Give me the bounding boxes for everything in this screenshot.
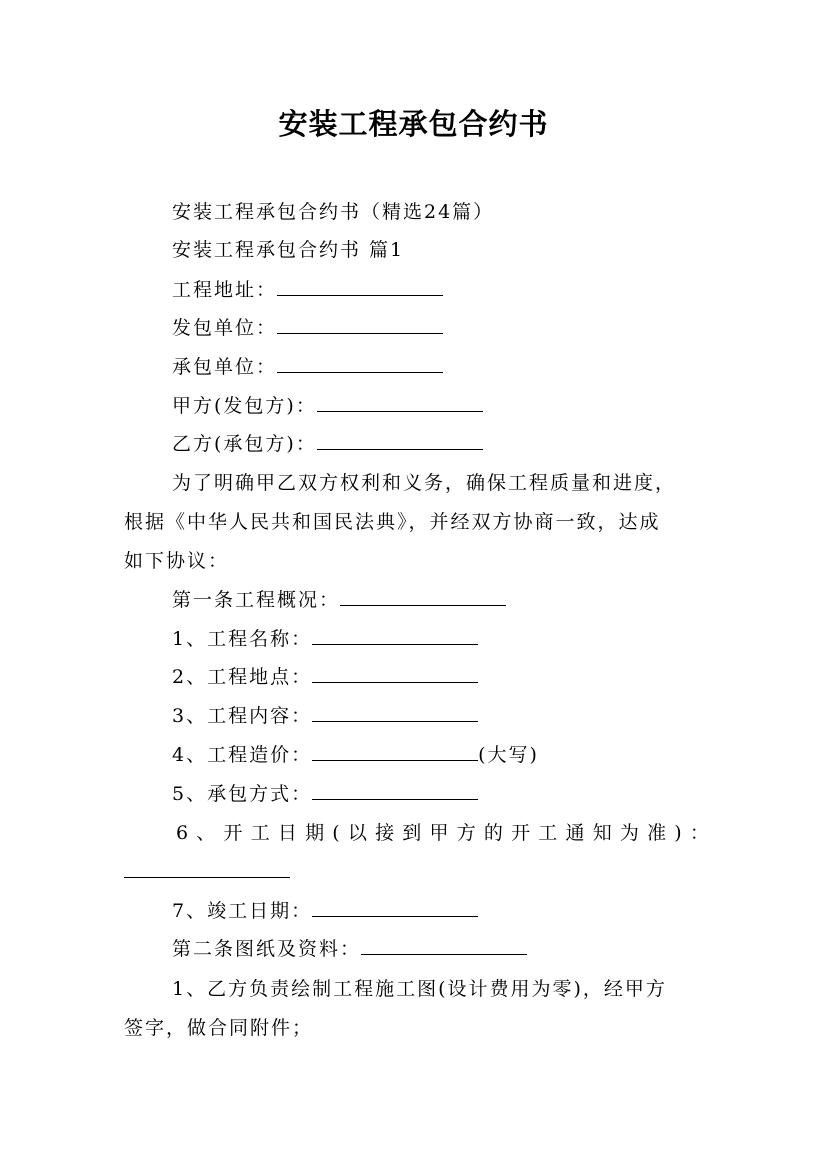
project-price-field (172, 743, 539, 767)
article1-heading: 第一条工程概况： (172, 589, 341, 611)
preamble-line-2: 根据《中华人民共和国民法典》，并经双方协商一致，达成 (124, 511, 661, 533)
start-date-field (124, 860, 290, 884)
party-a-label: 甲方(发包方)： (172, 395, 317, 417)
project-name-label: 1、工程名称： (172, 628, 313, 650)
article1-heading-field (172, 588, 506, 612)
article2-item1-line2: 签字，做合同附件； (124, 1017, 314, 1039)
section-heading: 安装工程承包合约书 篇1 (172, 239, 405, 261)
document-title: 安装工程承包合约书 (278, 107, 549, 141)
article2-blank (361, 938, 527, 955)
party-b-label: 乙方(承包方)： (172, 433, 317, 455)
project-name-field (172, 627, 478, 651)
party-a-blank (317, 395, 483, 412)
contracting-unit-blank (277, 356, 443, 373)
project-address-blank (277, 279, 443, 296)
contracting-unit-field (172, 355, 443, 379)
issuing-unit-label: 发包单位： (172, 317, 278, 339)
project-content-field (172, 704, 478, 728)
completion-date-field (172, 899, 478, 923)
project-price-blank (312, 744, 478, 761)
preamble-line-3: 如下协议： (124, 550, 230, 572)
contract-method-field (172, 782, 478, 806)
party-b-blank (317, 433, 483, 450)
project-price-suffix: (大写) (478, 744, 539, 766)
project-address-label: 工程地址： (172, 279, 278, 301)
article1-blank (340, 589, 506, 606)
issuing-unit-blank (277, 317, 443, 334)
project-location-label: 2、工程地点： (172, 666, 313, 688)
project-location-blank (312, 666, 478, 683)
project-content-blank (312, 705, 478, 722)
article2-heading-field (172, 937, 527, 961)
start-date-blank (124, 861, 290, 878)
project-location-field (172, 665, 478, 689)
project-price-label: 4、工程造价： (172, 744, 313, 766)
article2-heading: 第二条图纸及资料： (172, 938, 362, 960)
contract-method-blank (312, 783, 478, 800)
completion-date-label: 7、竣工日期： (172, 900, 313, 922)
project-content-label: 3、工程内容： (172, 705, 313, 727)
contracting-unit-label: 承包单位： (172, 356, 278, 378)
project-name-blank (312, 628, 478, 645)
start-date-label: 6、开工日期(以接到甲方的开工通知为准)： (176, 822, 718, 844)
completion-date-blank (312, 900, 478, 917)
article2-item1-line1: 1、乙方负责绘制工程施工图(设计费用为零)，经甲方 (172, 978, 667, 1000)
contract-method-label: 5、承包方式： (172, 783, 313, 805)
issuing-unit-field (172, 316, 443, 340)
preamble-line-1: 为了明确甲乙双方权利和义务，确保工程质量和进度， (172, 472, 677, 494)
subtitle: 安装工程承包合约书（精选24篇） (172, 201, 495, 223)
party-a-field (172, 394, 483, 418)
party-b-field (172, 432, 483, 456)
project-address-field (172, 278, 443, 302)
